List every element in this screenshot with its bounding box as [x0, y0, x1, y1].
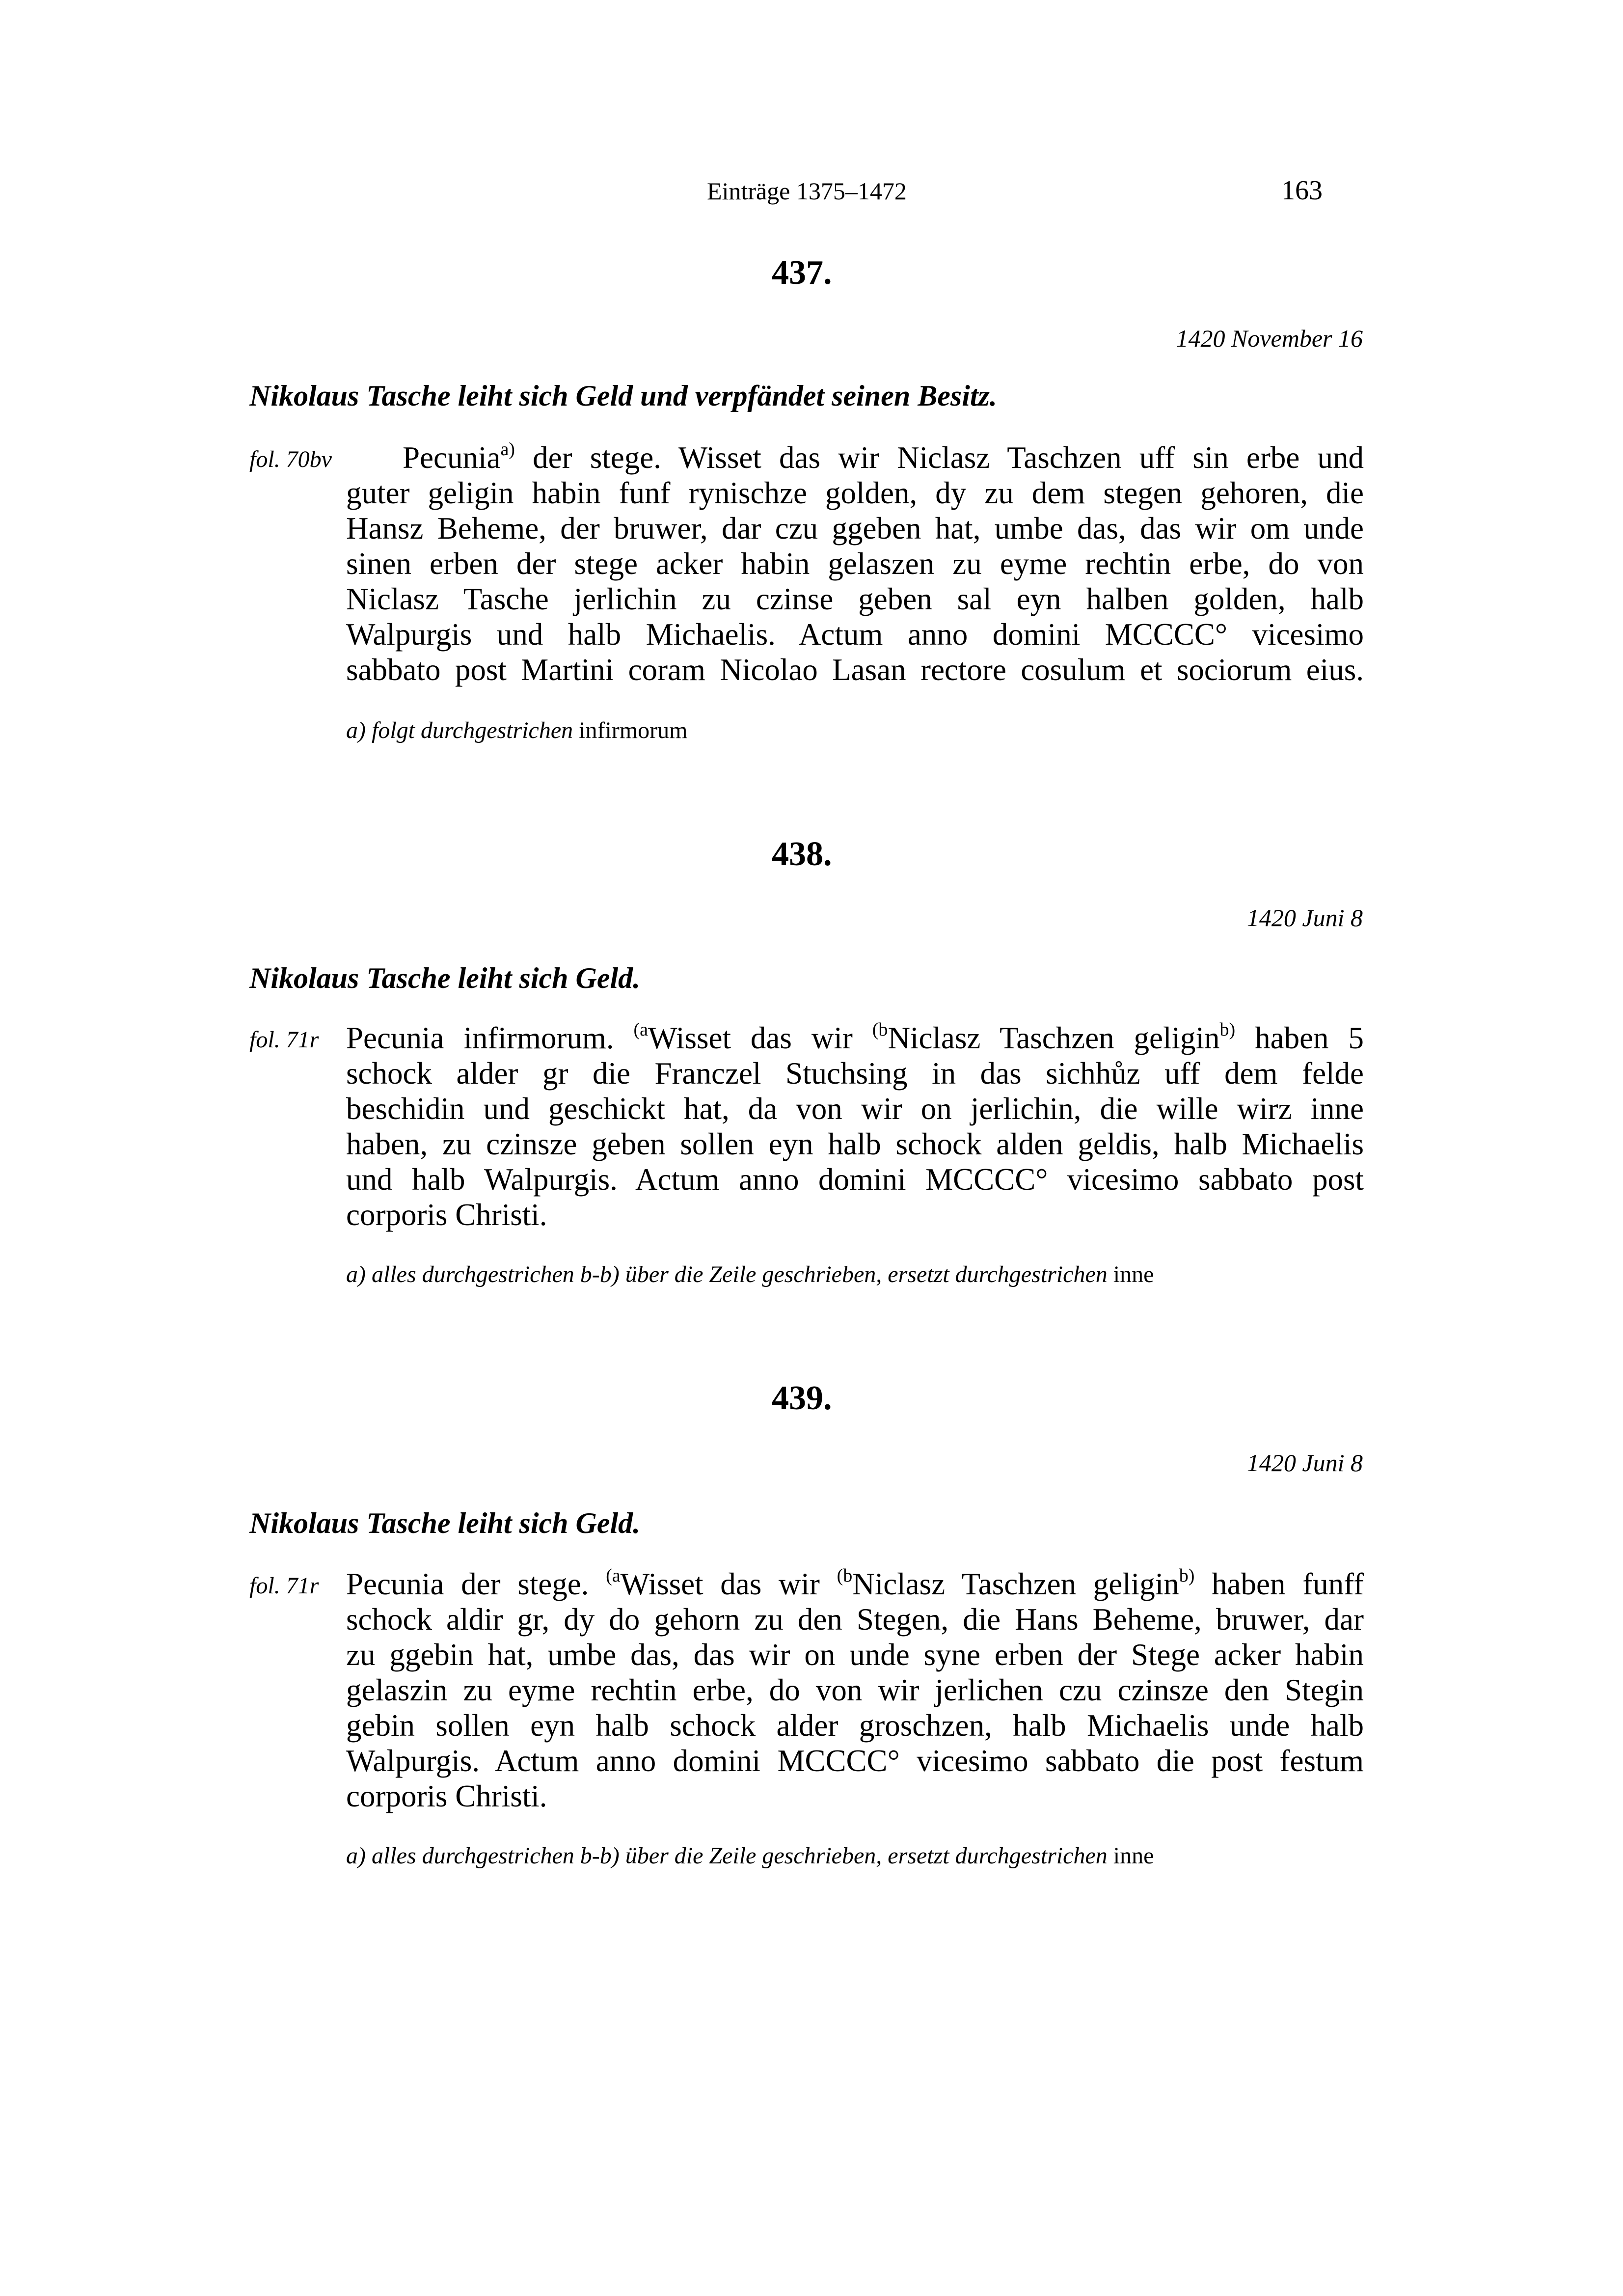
running-head: Einträge 1375–1472	[707, 177, 907, 205]
text-line: haben, zu czinsze geben sollen eyn halb schock alden geldis, halb Michaelis	[346, 1127, 1364, 1161]
entry-title: Nikolaus Tasche leiht sich Geld.	[249, 1507, 641, 1539]
entry-number: 437.	[772, 254, 832, 292]
text-line: schock alder gr die Franczel Stuchsing in das sichhůz uff dem felde	[346, 1056, 1364, 1091]
text-line: gelaszin zu eyme rechtin erbe, do von wir jerlichen czu czinsze den Stegin	[346, 1673, 1364, 1707]
entry-title: Nikolaus Tasche leiht sich Geld und verpfändet seinen Besitz.	[249, 380, 997, 412]
text-line: sinen erben der stege acker habin gelaszen zu eyme rechtin erbe, do von	[346, 547, 1364, 581]
text-line: Niclasz Tasche jerlichin zu czinse geben sal eyn halben golden, halb	[346, 582, 1364, 616]
text-line: Pecunia der stege. $^{(a}$Wisset das wir $^{(b}$Niclasz Taschzen geligin$^{b)}$ haben funff	[346, 1565, 1364, 1601]
text-line: Pecunia$^{a)}$ der stege. Wisset das wir Niclasz Taschzen uff sin erbe und	[403, 439, 1364, 475]
text-line: und halb Walpurgis. Actum anno domini MCCCC° vicesimo sabbato post	[346, 1162, 1364, 1197]
folio-reference: fol. 71r	[249, 1573, 319, 1599]
entry-number: 438.	[772, 835, 832, 873]
text-line: guter geligin habin funf rynischze golden, dy zu dem stegen gehoren, die	[346, 476, 1364, 510]
folio-reference: fol. 71r	[249, 1027, 319, 1053]
text-line: corporis Christi.	[346, 1198, 547, 1232]
folio-reference: fol. 70bv	[249, 446, 332, 472]
footnote: a) alles durchgestrichen b-b) über die Zeile geschrieben, ersetzt durchgestrichen inne	[346, 1261, 1154, 1287]
entry-number: 439.	[772, 1379, 832, 1417]
entry-title: Nikolaus Tasche leiht sich Geld.	[249, 962, 641, 994]
text-line: sabbato post Martini coram Nicolao Lasan rectore cosulum et sociorum eius.	[346, 653, 1364, 687]
entry-date: 1420 Juni 8	[1246, 904, 1363, 931]
text-line: Walpurgis. Actum anno domini MCCCC° vicesimo sabbato die post festum	[346, 1744, 1364, 1778]
entry-date: 1420 Juni 8	[1246, 1449, 1363, 1476]
text-line: schock aldir gr, dy do gehorn zu den Stegen, die Hans Beheme, bruwer, dar	[346, 1602, 1364, 1637]
text-line: gebin sollen eyn halb schock alder groschzen, halb Michaelis unde halb	[346, 1708, 1364, 1743]
entry-date: 1420 November 16	[1176, 325, 1363, 352]
footnote: a) alles durchgestrichen b-b) über die Zeile geschrieben, ersetzt durchgestrichen inne	[346, 1843, 1154, 1869]
text-line: corporis Christi.	[346, 1779, 547, 1813]
text-line: Hansz Beheme, der bruwer, dar czu ggeben hat, umbe das, das wir om unde	[346, 511, 1364, 546]
text-line: Pecunia infirmorum. $^{(a}$Wisset das wir $^{(b}$Niclasz Taschzen geligin$^{b)}$ haben 5	[346, 1019, 1364, 1055]
page-number: 163	[1281, 175, 1323, 206]
footnote: a) folgt durchgestrichen infirmorum	[346, 717, 688, 743]
text-line: Walpurgis und halb Michaelis. Actum anno domini MCCCC° vicesimo	[346, 617, 1364, 652]
text-line: zu ggebin hat, umbe das, das wir on unde syne erben der Stege acker habin	[346, 1638, 1364, 1672]
text-line: beschidin und geschickt hat, da von wir on jerlichin, die wille wirz inne	[346, 1092, 1364, 1126]
